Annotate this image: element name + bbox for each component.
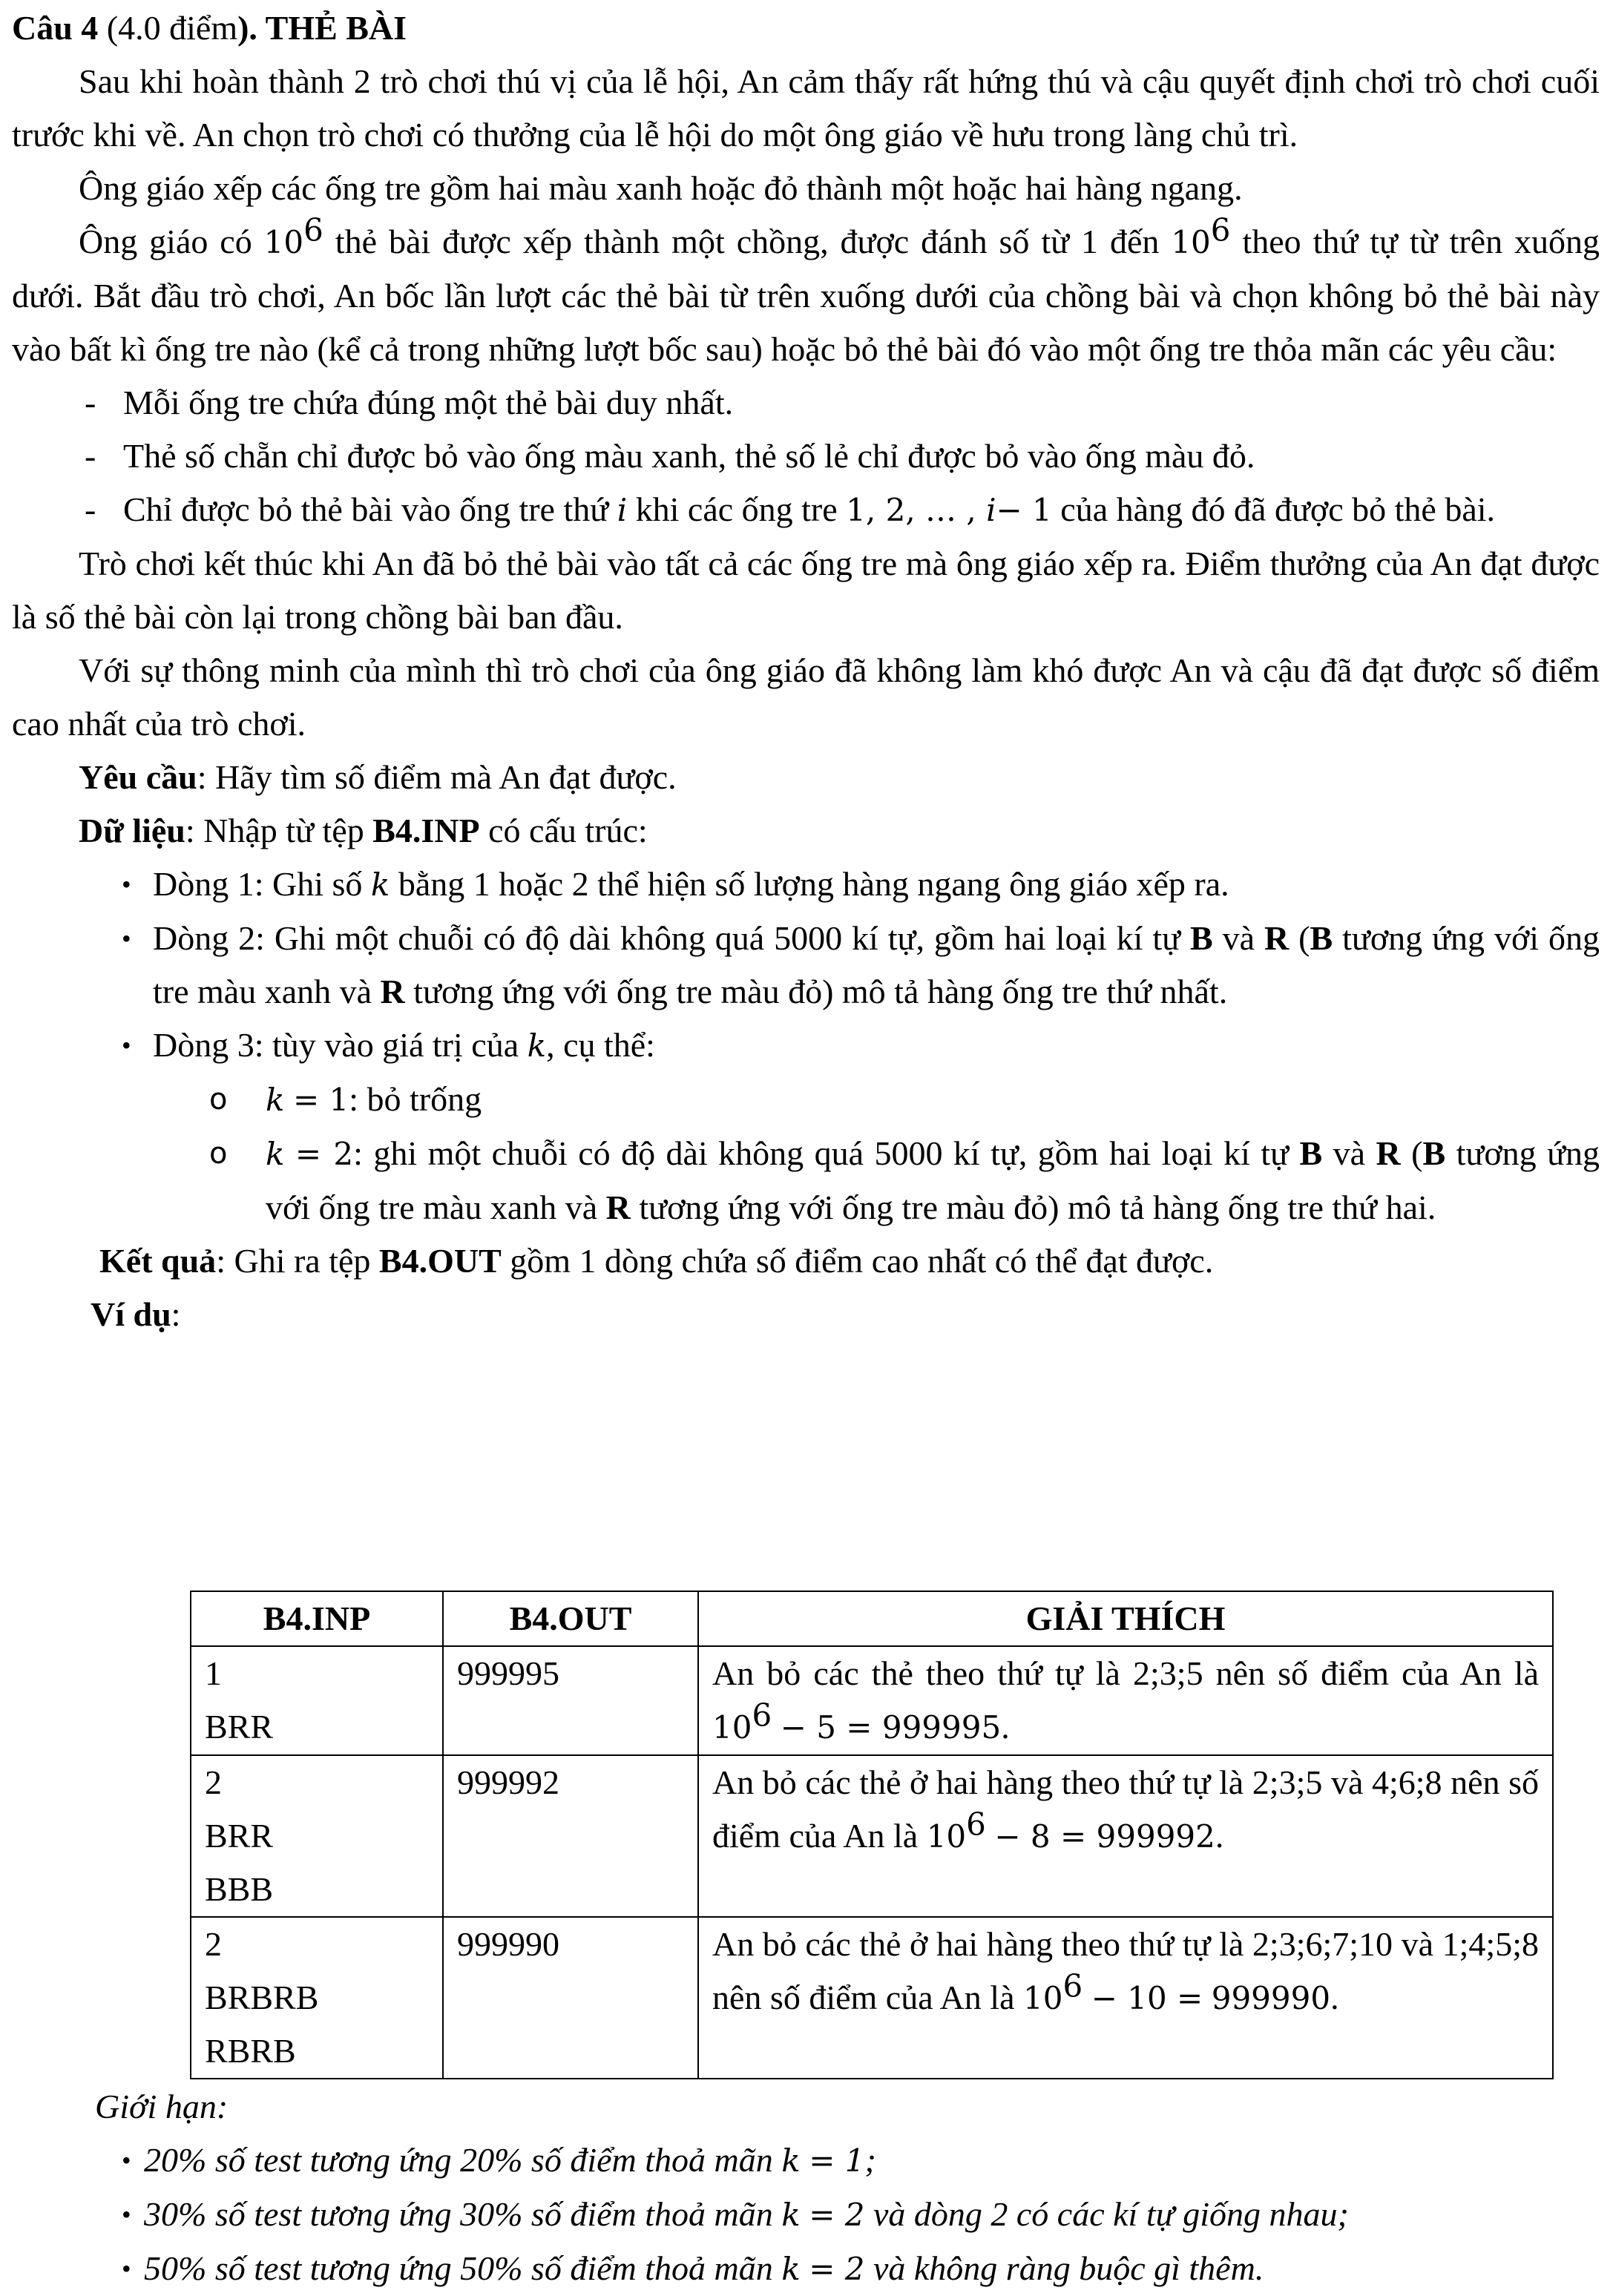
rule-2: - Thẻ số chẵn chỉ được bỏ vào ống màu xanh, thẻ số lẻ chỉ được bỏ vào ống màu đỏ. (85, 437, 1255, 475)
limit-1: • 20% số test tương ứng 20% số điểm thoả mãn k = 1; (122, 2141, 876, 2179)
input-line-1: • Dòng 1: Ghi số k bằng 1 hoặc 2 thể hiện số lượng hàng ngang ông giáo xếp ra. (122, 865, 1229, 903)
story-paragraph-1: Sau khi hoàn thành 2 trò chơi thú vị của lễ hội, An cảm thấy rất hứng thú và cậu quyết định chơi trò chơi cuối trước khi về. An chọn trò chơi có thưởng của lễ hội do một ông giáo về hưu trong làng chủ trì. (12, 62, 1600, 154)
cell-out: 999995 (443, 1646, 698, 1755)
limits-section (12, 2080, 1600, 2296)
input-spec: Dữ liệu: Nhập từ tệp B4.INP có cấu trúc: (79, 812, 648, 849)
cell-explain: An bỏ các thẻ theo thứ tự là 2;3;5 nên số điểm của An là $10^6 - 5 = 999995$. (698, 1646, 1553, 1755)
cell-inp: 2 BRR BBB (191, 1755, 443, 1917)
end-paragraph-2: Với sự thông minh của mình thì trò chơi của ông giáo đã không làm khó được An và cậu đã đạt được số điểm cao nhất của trò chơi. (12, 651, 1600, 743)
header-inp: B4.INP (191, 1591, 443, 1646)
cell-inp: 1 BRR (191, 1646, 443, 1755)
case-k1: o k = 1: bỏ trống (209, 1080, 482, 1118)
rule-1: - Mỗi ống tre chứa đúng một thẻ bài duy nhất. (85, 384, 734, 421)
question-title: Câu 4 (4.0 điểm). THẺ BÀI (12, 9, 407, 47)
example-table (190, 1591, 1554, 2079)
requirement: Yêu cầu: Hãy tìm số điểm mà An đạt được. (79, 758, 677, 796)
limits-label: Giới hạn: (95, 2088, 229, 2125)
limit-2: • 30% số test tương ứng 30% số điểm thoả mãn k = 2 và dòng 2 có các kí tự giống nhau; (122, 2195, 1349, 2233)
cell-explain: An bỏ các thẻ ở hai hàng theo thứ tự là 2;3;5 và 4;6;8 nên số điểm của An là $10^6 - 8 = 999992$. (698, 1755, 1553, 1917)
end-paragraph-1: Trò chơi kết thúc khi An đã bỏ thẻ bài vào tất cả các ống tre mà ông giáo xếp ra. Điểm thưởng của An đạt được là số thẻ bài còn lại trong chồng bài ban đầu. (12, 545, 1600, 636)
question-name: THẺ BÀI (265, 9, 407, 47)
case-k2: o k = 2: ghi một chuỗi có độ dài không quá 5000 kí tự, gồm hai loại kí tự B và R (B tương ứng với ống tre màu xanh và R tương ứng với ống tre màu đỏ) mô tả hàng ống tre thứ hai. (209, 1134, 1600, 1226)
cell-out: 999992 (443, 1755, 698, 1917)
header-out: B4.OUT (443, 1591, 698, 1646)
output-spec: Kết quả: Ghi ra tệp B4.OUT gồm 1 dòng chứa số điểm cao nhất có thể đạt được. (99, 1242, 1214, 1280)
cell-inp: 2 BRBRB RBRB (191, 1917, 443, 2079)
document-page (12, 1, 1600, 1341)
table-row (191, 1646, 1553, 1755)
cell-out: 999990 (443, 1917, 698, 2079)
input-line-2: • Dòng 2: Ghi một chuỗi có độ dài không quá 5000 kí tự, gồm hai loại kí tự B và R (B tương ứng với ống tre màu xanh và R tương ứng với ống tre màu đỏ) mô tả hàng ống tre thứ nhất. (122, 919, 1600, 1010)
table-row (191, 1917, 1553, 2079)
example-label: Ví dụ: (91, 1295, 181, 1333)
limit-3: • 50% số test tương ứng 50% số điểm thoả mãn k = 2 và không ràng buộc gì thêm. (122, 2249, 1264, 2287)
question-number: Câu 4 (12, 9, 99, 47)
story-paragraph-2: Ông giáo xếp các ống tre gồm hai màu xanh hoặc đỏ thành một hoặc hai hàng ngang. (79, 169, 1243, 207)
rule-3: - Chỉ được bỏ thẻ bài vào ống tre thứ i khi các ống tre 1, 2, … , i− 1 của hàng đó đã được bỏ thẻ bài. (85, 490, 1496, 528)
table-header-row (191, 1591, 1553, 1646)
cards-paragraph: Ông giáo có $10^6$ thẻ bài được xếp thành một chồng, được đánh số từ 1 đến $10^6$ theo thứ tự từ trên xuống dưới. Bắt đầu trò chơi, An bốc lần lượt các thẻ bài từ trên xuống dưới của chồng bài và chọn không bỏ thẻ bài này vào bất kì ống tre nào (kể cả trong những lượt bốc sau) hoặc bỏ thẻ bài đó vào một ống tre thỏa mãn các yêu cầu: (12, 211, 1600, 368)
table-row (191, 1755, 1553, 1917)
cell-explain: An bỏ các thẻ ở hai hàng theo thứ tự là 2;3;6;7;10 và 1;4;5;8 nên số điểm của An là $10^6 - 10 = 999990$. (698, 1917, 1553, 2079)
input-line-3: • Dòng 3: tùy vào giá trị của k, cụ thể: (122, 1026, 655, 1064)
header-explain: GIẢI THÍCH (698, 1591, 1553, 1646)
